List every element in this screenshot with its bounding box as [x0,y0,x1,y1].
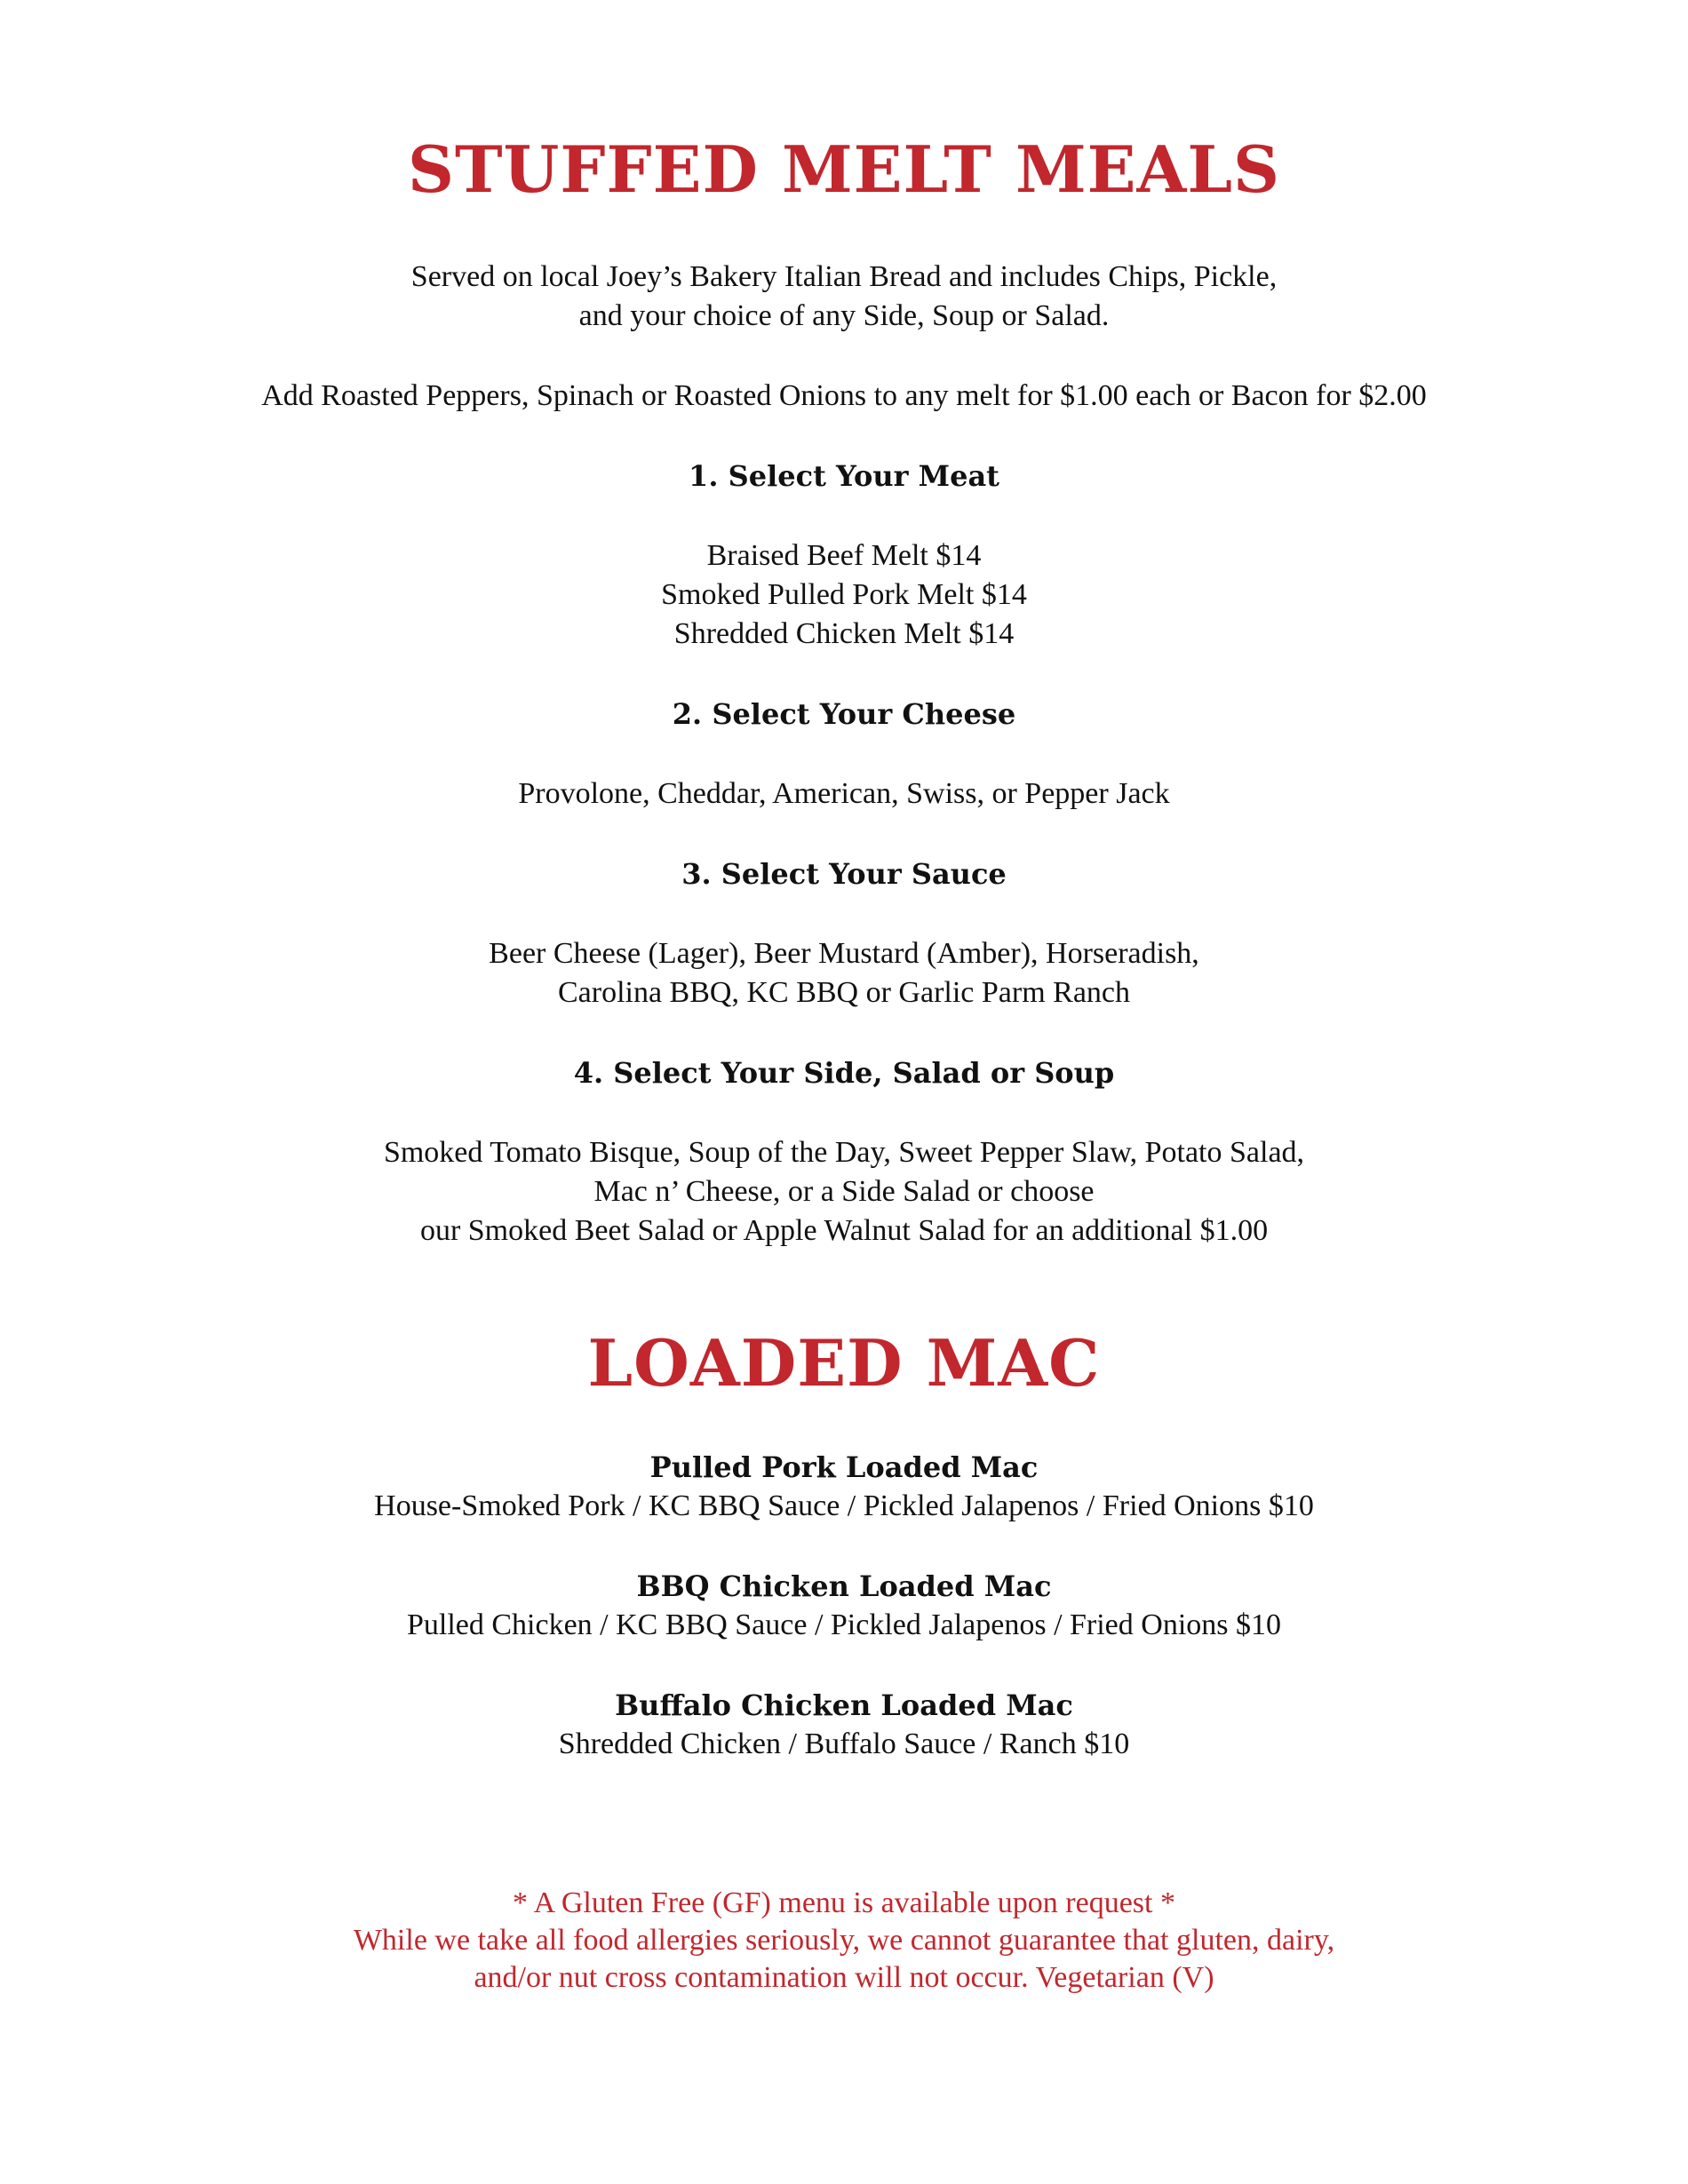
meat-option: Smoked Pulled Pork Melt $14 [661,578,1027,611]
mac-title: LOADED MAC [587,1325,1101,1401]
step-heading-sauce: 3. Select Your Sauce [681,857,1007,891]
allergy-notice: and/or nut cross contamination will not occur. Vegetarian (V) [474,1961,1214,1994]
sauce-options: Carolina BBQ, KC BBQ or Garlic Parm Ranch [557,976,1131,1009]
sauce-options: Beer Cheese (Lager), Beer Mustard (Amber), Horseradish, [489,937,1199,970]
melts-intro-line: and your choice of any Side, Soup or Salad. [578,299,1110,332]
meat-option: Shredded Chicken Melt $14 [673,617,1015,650]
mac-item-name: Pulled Pork Loaded Mac [649,1450,1039,1484]
meat-option: Braised Beef Melt $14 [706,539,982,572]
gluten-free-notice: * A Gluten Free (GF) menu is available upon request * [513,1886,1175,1919]
melts-intro-line: Served on local Joey’s Bakery Italian Bread and includes Chips, Pickle, [410,260,1278,293]
mac-item-description: Shredded Chicken / Buffalo Sauce / Ranch $10 [558,1727,1130,1760]
mac-item-name: BBQ Chicken Loaded Mac [636,1569,1052,1603]
mac-item-description: House-Smoked Pork / KC BBQ Sauce / Pickled Jalapenos / Fried Onions $10 [374,1489,1314,1522]
side-options: Smoked Tomato Bisque, Soup of the Day, Sweet Pepper Slaw, Potato Salad, [383,1136,1305,1169]
melts-addons: Add Roasted Peppers, Spinach or Roasted Onions to any melt for $1.00 each or Bacon for $2.00 [261,379,1427,412]
step-heading-side: 4. Select Your Side, Salad or Soup [573,1056,1115,1090]
step-heading-meat: 1. Select Your Meat [689,459,999,493]
side-options: our Smoked Beet Salad or Apple Walnut Salad for an additional $1.00 [419,1214,1269,1247]
melts-title: STUFFED MELT MEALS [407,131,1281,207]
step-heading-cheese: 2. Select Your Cheese [672,697,1016,731]
mac-item-name: Buffalo Chicken Loaded Mac [615,1688,1073,1722]
side-options: Mac n’ Cheese, or a Side Salad or choose [593,1175,1095,1208]
mac-item-description: Pulled Chicken / KC BBQ Sauce / Pickled Jalapenos / Fried Onions $10 [406,1608,1282,1641]
allergy-notice: While we take all food allergies seriously, we cannot guarantee that gluten, dairy, [353,1924,1335,1957]
cheese-options: Provolone, Cheddar, American, Swiss, or Pepper Jack [518,777,1170,810]
